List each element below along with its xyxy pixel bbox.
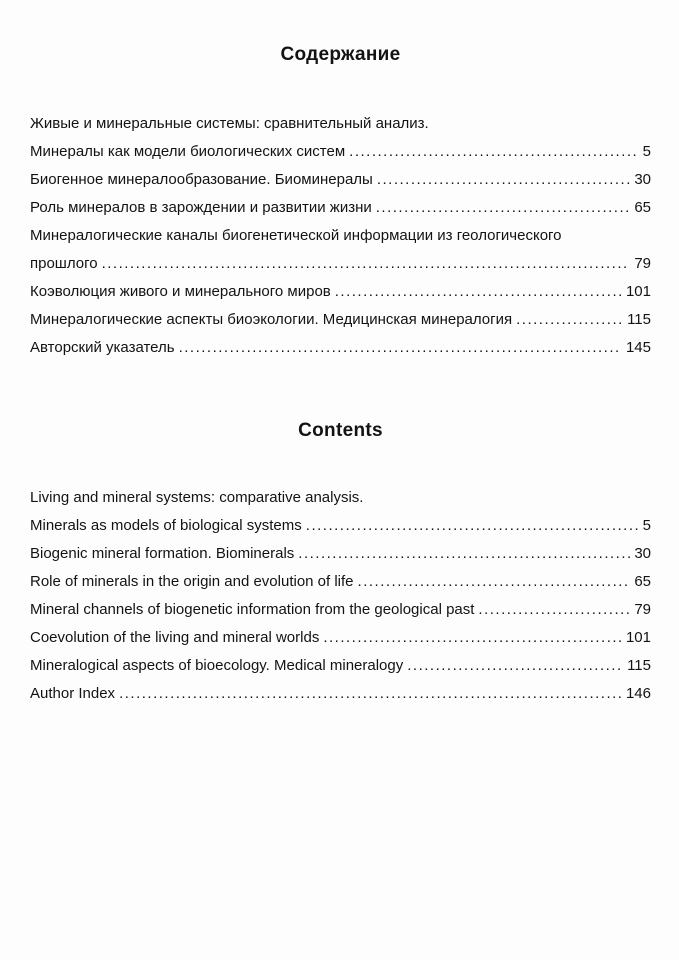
toc-entry-text: Coevolution of the living and mineral worlds [30,629,320,646]
toc-entry [30,138,651,166]
toc-entry [30,250,651,278]
toc-entry-text: Минералы как модели биологических систем [30,143,346,160]
toc-entry-text: Живые и минеральные системы: сравнительный анализ. [30,115,429,132]
toc-entry-text: Авторский указатель [30,339,175,356]
dot-leader [119,680,622,708]
toc-page-number: 101 [625,629,651,646]
russian-section-title: Содержание [280,44,401,65]
toc-entry [30,334,651,362]
toc-entry-text: Living and mineral systems: comparative analysis. [30,489,364,506]
dot-leader [102,250,631,278]
toc-entry-text: Минералогические каналы биогенетической информации из геологического [30,227,562,244]
toc-entry [30,624,651,652]
toc-entry [30,652,651,680]
toc-entry-text: Минералогические аспекты биоэкологии. Медицинская минералогия [30,311,513,328]
toc-entry [30,484,651,512]
toc-entry-text: Role of minerals in the origin and evolution of life [30,573,354,590]
dot-leader [306,512,639,540]
dot-leader [516,306,623,334]
toc-entry [30,306,651,334]
toc-page-number: 146 [625,685,651,702]
dot-leader [349,138,638,166]
dot-leader [323,624,622,652]
toc-page-number: 30 [634,171,651,188]
toc-entry [30,512,651,540]
toc-entry [30,540,651,568]
toc-entry [30,222,651,250]
toc-entry [30,194,651,222]
toc-entry-text: Author Index [30,685,116,702]
toc-entry-text: Mineral channels of biogenetic information from the geological past [30,601,475,618]
toc-entry [30,596,651,624]
russian-toc-list [30,110,651,362]
dot-leader [298,540,630,568]
english-toc-list [30,484,651,708]
toc-entry-text: прошлого [30,255,98,272]
toc-entry-text: Mineralogical aspects of bioecology. Medical mineralogy [30,657,404,674]
toc-entry-text: Биогенное минералообразование. Биоминералы [30,171,373,188]
dot-leader [376,194,631,222]
toc-page-number: 79 [634,255,651,272]
toc-page-number: 5 [642,143,651,160]
toc-entry [30,110,651,138]
dot-leader [377,166,630,194]
toc-entry-text: Роль минералов в зарождении и развитии жизни [30,199,372,216]
dot-leader [358,568,631,596]
dot-leader [478,596,630,624]
toc-entry [30,568,651,596]
toc-entry [30,680,651,708]
toc-entry-text: Коэволюция живого и минерального миров [30,283,331,300]
toc-page-number: 5 [642,517,651,534]
toc-page-number: 79 [634,601,651,618]
toc-page-number: 115 [627,311,651,328]
toc-page-number: 30 [634,545,651,562]
toc-page-number: 65 [634,573,651,590]
toc-page-number: 101 [625,283,651,300]
dot-leader [179,334,622,362]
toc-entry [30,278,651,306]
toc-entry-text: Biogenic mineral formation. Biominerals [30,545,295,562]
dot-leader [335,278,622,306]
toc-entry [30,166,651,194]
dot-leader [407,652,623,680]
toc-page-number: 115 [627,657,651,674]
toc-page-number: 145 [625,339,651,356]
toc-page-number: 65 [634,199,651,216]
toc-entry-text: Minerals as models of biological systems [30,517,302,534]
english-section-title: Contents [298,420,383,441]
